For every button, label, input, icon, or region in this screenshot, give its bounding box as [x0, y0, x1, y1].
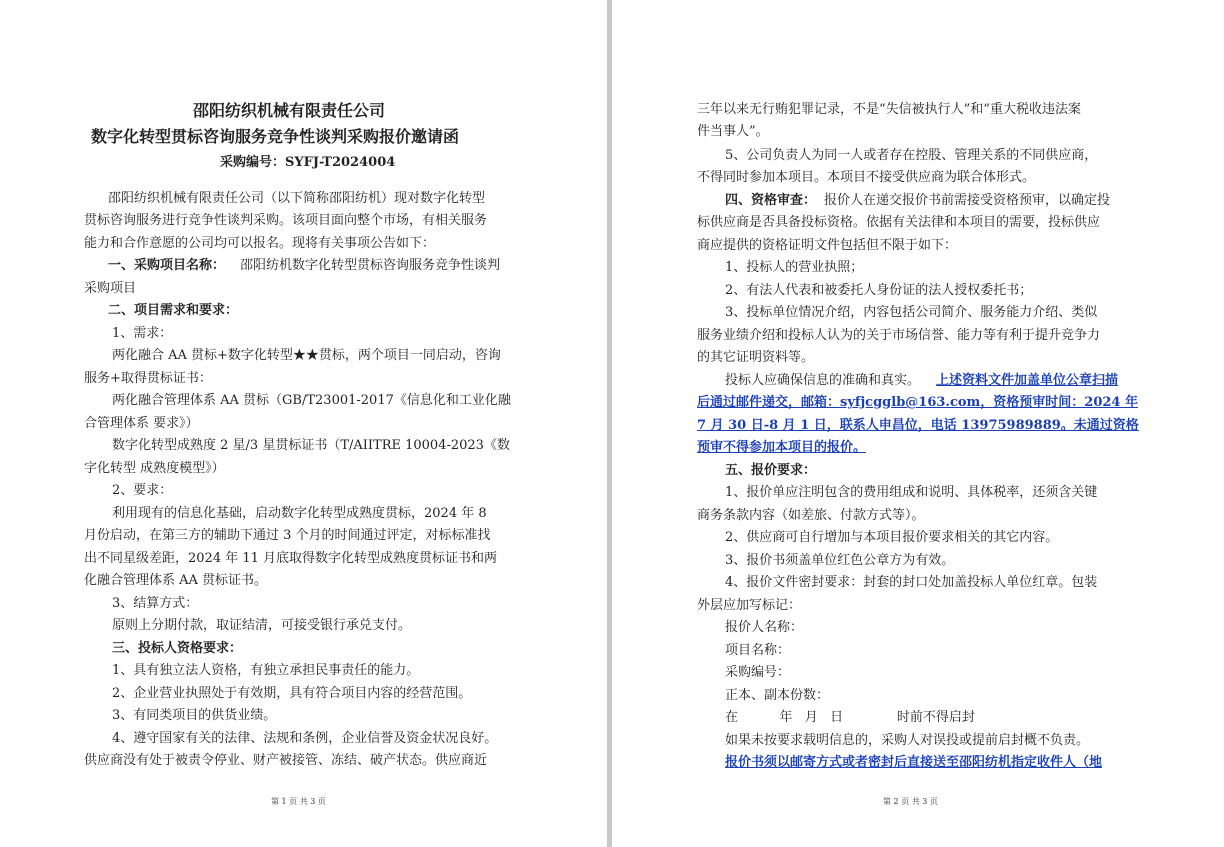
document-page-2 [612, 0, 1224, 847]
quote-requirement-line: 1、报价单应注明包含的费用组成和说明、具体税率，还须含关键 [725, 485, 1098, 500]
section-1-heading: 一、采购项目名称： [108, 258, 226, 273]
section-1-text: 邵阳纺机数字化转型贯标咨询服务竞争性谈判 [240, 258, 501, 273]
envelope-mark-line: 项目名称： [725, 643, 791, 658]
qualification-line: 1、具有独立法人资格，有独立承担民事责任的能力。 [112, 663, 420, 678]
required-doc-line: 服务业绩介绍和投标人认为的关于市场信誉、能力等有利于提升竞争力 [697, 328, 1101, 343]
page-footer: 第 2 页 共 3 页 [883, 797, 938, 806]
warning-text: 如果未按要求载明信息的，采购人对误投或提前启封概不负责。 [725, 733, 1090, 748]
opening-date-line: 在 年 月 日 时前不得启封 [725, 710, 975, 725]
requirement-2-line: 利用现有的信息化基础，启动数字化转型成熟度贯标，2024 年 8 [112, 506, 487, 521]
qualification-line: 供应商没有处于被责令停业、财产被接管、冻结、破产状态。供应商近 [84, 753, 488, 768]
page-footer: 第 1 页 共 3 页 [271, 797, 326, 806]
requirement-1-line: 合管理体系 要求》） [84, 416, 199, 431]
requirement-2-label: 2、要求： [112, 483, 173, 498]
section-5-heading: 五、报价要求： [725, 463, 817, 478]
submission-instructions-link[interactable]: 预审不得参加本项目的报价。 [697, 440, 867, 455]
section-3-heading: 三、投标人资格要求： [112, 641, 243, 656]
requirement-1-line: 服务+取得贯标证书： [84, 371, 212, 386]
qualification-cont-line: 不得同时参加本项目。本项目不接受供应商为联合体形式。 [697, 170, 1036, 185]
quote-requirement-line: 2、供应商可自行增加与本项目报价要求相关的其它内容。 [725, 530, 1059, 545]
section-1-text-cont: 采购项目 [84, 281, 137, 296]
required-doc-line: 2、有法人代表和被委托人身份证的法人授权委托书； [725, 283, 1033, 298]
section-4-text: 标供应商是否具备投标资格。依据有关法律和本项目的需要，投标供应 [697, 215, 1101, 230]
document-page-1 [0, 0, 607, 847]
section-2-heading: 二、项目需求和要求： [108, 303, 239, 318]
requirement-1-line: 两化融合 AA 贯标+数字化转型★★贯标，两个项目一同启动，咨询 [112, 348, 501, 363]
requirement-3-text: 原则上分期付款，取证结清，可接受银行承兑支付。 [112, 618, 412, 633]
qualification-line: 2、企业营业执照处于有效期，具有符合项目内容的经营范围。 [112, 686, 472, 701]
intro-line: 邵阳纺织机械有限责任公司（以下简称邵阳纺机）现对数字化转型 [108, 191, 486, 206]
submission-instructions-link[interactable]: 后通过邮件递交，邮箱：syfjcgglb@163.com，资格预审时间：2024 年 [697, 395, 1139, 410]
requirement-1-line: 数字化转型成熟度 2 星/3 星贯标证书（T/AIITRE 10004-2023《数 [112, 438, 510, 453]
qualification-cont-line: 5、公司负责人为同一人或者存在控股、管理关系的不同供应商， [725, 148, 1098, 163]
requirement-1-line: 两化融合管理体系 AA 贯标（GB/T23001-2017《信息化和工业化融 [112, 393, 511, 408]
quote-requirement-line: 4、报价文件密封要求：封套的封口处加盖投标人单位红章。包装 [725, 575, 1098, 590]
section-4-heading: 四、资格审查： [725, 193, 817, 208]
quote-requirement-line: 3、报价书须盖单位红色公章方为有效。 [725, 553, 955, 568]
assurance-text: 投标人应确保信息的准确和真实。 [725, 373, 921, 388]
org-title: 邵阳纺织机械有限责任公司 [193, 101, 386, 120]
requirement-2-line: 化融合管理体系 AA 贯标证书。 [84, 573, 268, 588]
required-doc-line: 3、投标单位情况介绍，内容包括公司简介、服务能力介绍、类似 [725, 305, 1098, 320]
procurement-number: 采购编号：SYFJ-T2024004 [220, 155, 396, 170]
envelope-mark-line: 报价人名称： [725, 620, 804, 635]
quote-requirement-line: 商务条款内容（如差旅、付款方式等）。 [697, 508, 925, 523]
requirement-3-label: 3、结算方式： [112, 596, 199, 611]
submission-instructions-link[interactable]: 上述资料文件加盖单位公章扫描 [936, 373, 1119, 388]
document-title: 数字化转型贯标咨询服务竞争性谈判采购报价邀请函 [91, 127, 460, 146]
qualification-line: 4、遵守国家有关的法律、法规和条例，企业信誉及资金状况良好。 [112, 731, 498, 746]
intro-line: 贯标咨询服务进行竞争性谈判采购。该项目面向整个市场，有相关服务 [84, 213, 488, 228]
requirement-2-line: 月份启动，在第三方的辅助下通过 3 个月的时间通过评定，对标标准找 [84, 528, 491, 543]
submission-instructions-link[interactable]: 7 月 30 日-8 月 1 日，联系人申昌位，电话 13975989889。未通过资格 [697, 418, 1139, 433]
required-doc-line: 的其它证明资料等。 [697, 350, 815, 365]
delivery-instructions-link[interactable]: 报价书须以邮寄方式或者密封后直接送至邵阳纺机指定收件人（地 [725, 755, 1103, 770]
qualification-line: 3、有同类项目的供货业绩。 [112, 708, 277, 723]
qualification-cont-line: 三年以来无行贿犯罪记录，不是“失信被执行人”和“重大税收违法案 [697, 102, 1081, 117]
quote-requirement-line: 外层应加写标记： [697, 598, 802, 613]
required-doc-line: 1、投标人的营业执照； [725, 260, 864, 275]
envelope-mark-line: 正本、副本份数： [725, 688, 830, 703]
envelope-mark-line: 采购编号： [725, 665, 791, 680]
intro-line: 能力和合作意愿的公司均可以报名。现将有关事项公告如下： [84, 236, 436, 251]
qualification-cont-line: 件当事人”。 [697, 124, 769, 139]
section-4-text: 商应提供的资格证明文件包括但不限于如下： [697, 238, 958, 253]
requirement-1-line: 字化转型 成熟度模型》） [84, 461, 225, 476]
requirement-1-label: 1、需求： [112, 326, 173, 341]
requirement-2-line: 出不同星级差距，2024 年 11 月底取得数字化转型成熟度贯标证书和两 [84, 551, 498, 566]
section-4-text: 报价人在递交报价书前需接受资格预审，以确定投 [824, 193, 1111, 208]
